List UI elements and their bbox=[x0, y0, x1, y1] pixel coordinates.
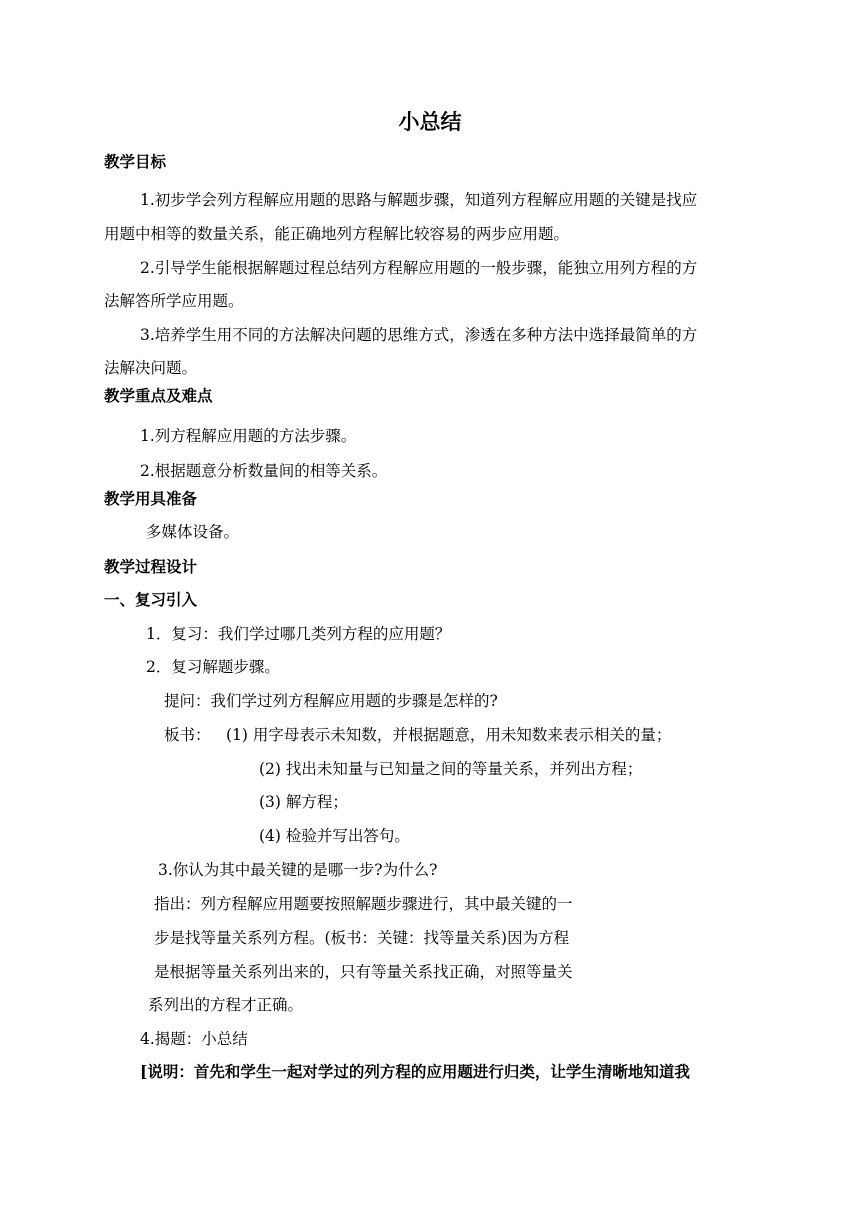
objective-2-line-1: 2.引导学生能根据解题过程总结列方程解应用题的一般步骤，能独立用列方程的方 bbox=[140, 259, 698, 277]
process-heading: 教学过程设计 bbox=[104, 558, 198, 576]
materials-heading: 教学用具准备 bbox=[104, 490, 198, 508]
key-point-2: 2.根据题意分析数量间的相等关系。 bbox=[140, 462, 388, 480]
board-label: 板书： bbox=[164, 726, 211, 744]
objective-1-line-2: 用题中相等的数量关系，能正确地列方程解比较容易的两步应用题。 bbox=[104, 225, 570, 243]
review-item-4: 4.揭题：小总结 bbox=[140, 1030, 248, 1048]
objective-3-line-2: 法解决问题。 bbox=[104, 359, 198, 377]
explanation-line-1: 指出：列方程解应用题要按照解题步骤进行，其中最关键的一 bbox=[154, 895, 573, 913]
materials-item: 多媒体设备。 bbox=[146, 523, 240, 541]
review-item-2: 2．复习解题步骤。 bbox=[146, 658, 280, 676]
page-title: 小总结 bbox=[398, 110, 462, 134]
key-point-1: 1.列方程解应用题的方法步骤。 bbox=[140, 427, 357, 445]
explanation-line-3: 是根据等量关系列出来的，只有等量关系找正确，对照等量关 bbox=[154, 963, 573, 981]
review-item-1: 1．复习：我们学过哪几类列方程的应用题？ bbox=[146, 625, 451, 643]
key-points-heading: 教学重点及难点 bbox=[104, 387, 213, 405]
review-question: 提问：我们学过列方程解应用题的步骤是怎样的? bbox=[164, 692, 498, 710]
part-1-heading: 一、复习引入 bbox=[104, 591, 198, 609]
objectives-heading: 教学目标 bbox=[104, 153, 167, 171]
objective-1-line-1: 1.初步学会列方程解应用题的思路与解题步骤，知道列方程解应用题的关键是找应 bbox=[140, 191, 698, 209]
board-step-1: (1) 用字母表示未知数，并根据题意，用未知数来表示相关的量； bbox=[226, 726, 672, 744]
note-line: [说明：首先和学生一起对学过的列方程的应用题进行归类，让学生清晰地知道我 bbox=[140, 1062, 690, 1081]
review-item-3: 3.你认为其中最关键的是哪一步?为什么? bbox=[158, 861, 438, 879]
board-step-3: (3) 解方程； bbox=[259, 793, 348, 811]
board-step-4: (4) 检验并写出答句。 bbox=[259, 827, 410, 845]
objective-2-line-2: 法解答所学应用题。 bbox=[104, 292, 244, 310]
objective-3-line-1: 3.培养学生用不同的方法解决问题的思维方式，渗透在多种方法中选择最简单的方 bbox=[140, 326, 698, 344]
board-step-2: (2) 找出未知量与已知量之间的等量关系，并列出方程； bbox=[259, 760, 643, 778]
explanation-line-2: 步是找等量关系列方程。(板书：关键：找等量关系)因为方程 bbox=[154, 929, 570, 947]
explanation-line-4: 系列出的方程才正确。 bbox=[148, 996, 304, 1014]
